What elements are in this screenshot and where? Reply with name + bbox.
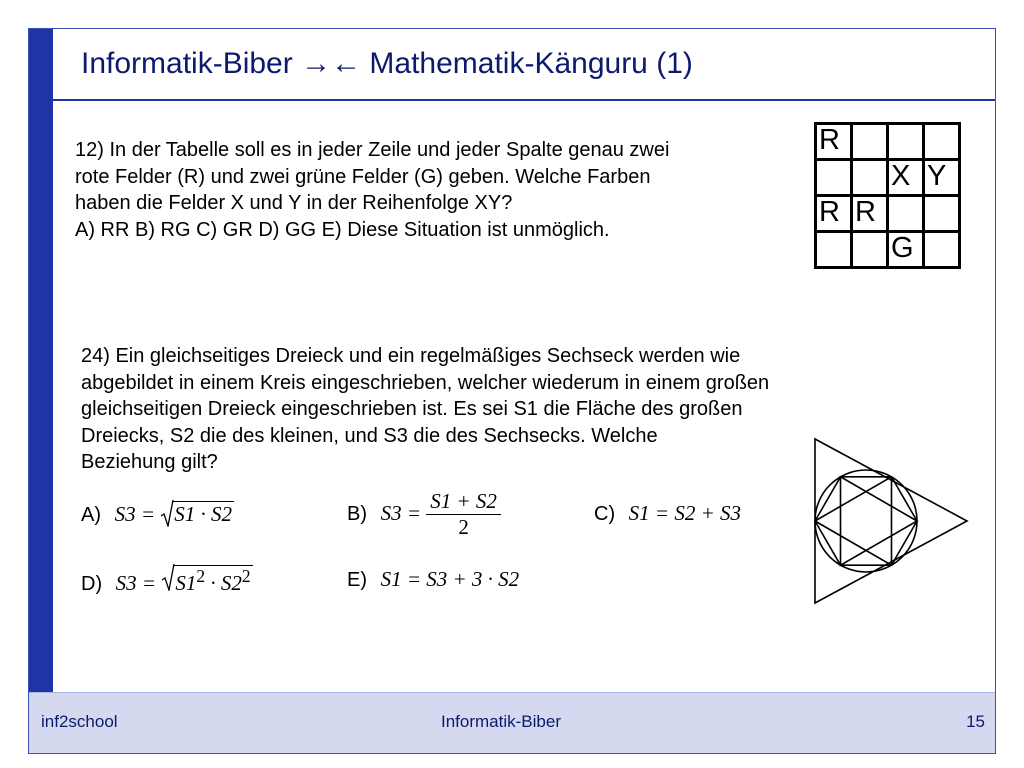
formula-lhs: S3 = bbox=[115, 571, 157, 595]
grid-row bbox=[816, 124, 960, 160]
grid-cell-label: R bbox=[819, 196, 840, 228]
inscribed-circle bbox=[815, 470, 917, 572]
grid-cell bbox=[924, 160, 960, 196]
grid-cell bbox=[816, 124, 852, 160]
option-formula: S1 = S3 + 3 · S2 bbox=[380, 567, 520, 591]
option-formula: S1 = S2 + S3 bbox=[628, 501, 742, 525]
grid-cell bbox=[924, 124, 960, 160]
question-24-line: gleichseitigen Dreieck eingeschrieben ist. Es sei S1 die Fläche des großen bbox=[81, 398, 743, 421]
grid-cell-label: R bbox=[819, 124, 840, 156]
question-12-text bbox=[75, 137, 669, 243]
grid-row bbox=[816, 232, 960, 268]
radicand-term: S1 bbox=[175, 571, 197, 595]
grid-cell bbox=[816, 232, 852, 268]
left-accent-bar bbox=[29, 29, 53, 695]
fraction-numerator: S1 + S2 bbox=[426, 489, 501, 515]
fraction bbox=[426, 489, 501, 540]
option-d bbox=[81, 565, 253, 596]
question-24-line: 24) Ein gleichseitiges Dreieck und ein regelmäßiges Sechseck werden wie bbox=[81, 345, 741, 367]
grid-cell-label: R bbox=[855, 196, 876, 228]
option-formula bbox=[380, 489, 501, 540]
question-12-line: rote Felder (R) und zwei grüne Felder (G) geben. Welche Farben bbox=[75, 165, 651, 188]
grid-cell bbox=[852, 124, 888, 160]
small-triangle bbox=[841, 477, 918, 565]
option-c bbox=[594, 501, 741, 526]
formula-lhs: S3 = bbox=[114, 502, 155, 526]
option-a bbox=[81, 501, 234, 527]
slide bbox=[28, 28, 996, 754]
radicand bbox=[173, 565, 252, 596]
radicand: S1 · S2 bbox=[174, 502, 232, 526]
option-formula bbox=[115, 502, 234, 526]
slide-title: Informatik-Biber →← Mathematik-Känguru (1) bbox=[81, 47, 693, 80]
grid-cell bbox=[888, 196, 924, 232]
fraction-denominator: 2 bbox=[458, 515, 469, 540]
grid-cell bbox=[852, 160, 888, 196]
grid-cell bbox=[888, 124, 924, 160]
grid-cell-label: X bbox=[891, 160, 911, 192]
grid-cell bbox=[924, 196, 960, 232]
question-12-line: haben die Felder X und Y in der Reihenfolge XY? bbox=[75, 192, 513, 215]
hexagon bbox=[815, 477, 917, 565]
grid-cell-label: Y bbox=[927, 160, 947, 192]
grid-row bbox=[816, 196, 960, 232]
question-24-line: abgebildet in einem Kreis eingeschrieben, welcher wiederum in einem großen bbox=[81, 371, 770, 394]
radicand-term: S2 bbox=[220, 571, 242, 595]
question-24-line: Dreiecks, S2 die des kleinen, und S3 die des Sechsecks. Welche bbox=[81, 424, 658, 447]
grid-cell bbox=[852, 232, 888, 268]
footer-title: Informatik-Biber bbox=[441, 712, 561, 731]
exponent: 2 bbox=[196, 566, 206, 586]
footer-brand: inf2school bbox=[41, 712, 118, 731]
grid-cell-label: G bbox=[891, 232, 914, 264]
option-label: C) bbox=[594, 503, 616, 525]
grid-cell bbox=[888, 232, 924, 268]
exponent: 2 bbox=[241, 566, 251, 586]
grid-cell bbox=[852, 196, 888, 232]
option-label: B) bbox=[347, 502, 367, 525]
option-e bbox=[347, 567, 519, 592]
grid-cell bbox=[888, 160, 924, 196]
question-12-answers: A) RR B) RG C) GR D) GG E) Diese Situation ist unmöglich. bbox=[75, 218, 610, 241]
option-label: E) bbox=[347, 569, 367, 591]
question-24-text bbox=[81, 343, 769, 476]
grid-cell bbox=[816, 160, 852, 196]
radical-sign-icon bbox=[160, 499, 174, 527]
grid-cell bbox=[816, 196, 852, 232]
radical-sign-icon bbox=[161, 563, 175, 591]
square-root bbox=[161, 565, 252, 596]
triangle-circle-hexagon-figure bbox=[809, 431, 981, 613]
square-root bbox=[160, 501, 234, 527]
grid-row bbox=[816, 160, 960, 196]
question-24-line: Beziehung gilt? bbox=[81, 451, 218, 474]
page-number: 15 bbox=[966, 712, 985, 731]
question-12-line: 12) In der Tabelle soll es in jeder Zeile und jeder Spalte genau zwei bbox=[75, 139, 670, 161]
option-label: A) bbox=[81, 504, 101, 526]
title-divider bbox=[53, 99, 995, 101]
formula-lhs: S3 = bbox=[380, 500, 421, 525]
multiply-dot: · bbox=[205, 571, 221, 595]
footer-bar bbox=[29, 692, 995, 753]
grid-cell bbox=[924, 232, 960, 268]
color-grid bbox=[814, 122, 961, 269]
option-b bbox=[347, 489, 501, 540]
option-label: D) bbox=[81, 573, 103, 595]
option-formula bbox=[115, 566, 253, 595]
